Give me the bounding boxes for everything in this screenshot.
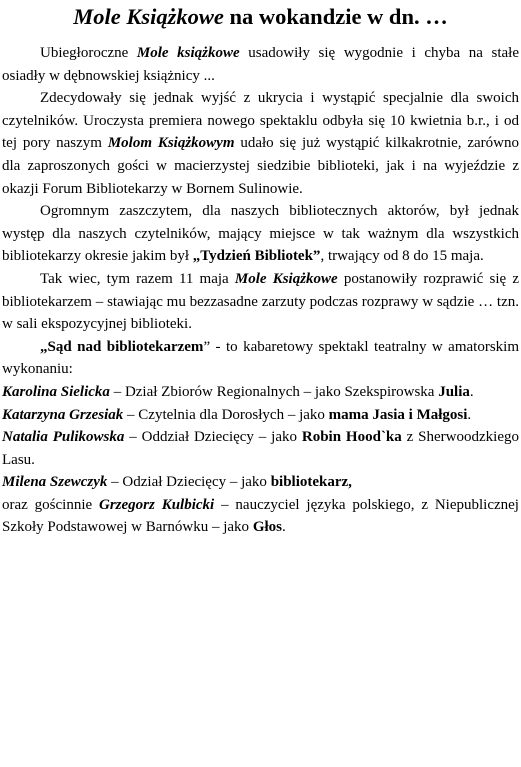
- bold-text: mama Jasia i Małgosi: [328, 406, 468, 423]
- bold-italic-name: Natalia Pulikowska: [2, 429, 125, 446]
- title-rest: na wokandzie w dn. …: [223, 4, 448, 29]
- bold-italic-name: Katarzyna Grzesiak: [2, 406, 124, 423]
- bold-italic-name: Mole Książkowe: [234, 270, 338, 287]
- text-run: z Sherwoodzkiego Lasu.: [2, 429, 519, 468]
- text-run: usadowiły się wygodnie i chyba na stałe osiadły w dębnowskiej książnicy ...: [2, 45, 520, 84]
- bold-text: Głos: [252, 519, 282, 536]
- article-title: [2, 4, 519, 30]
- text-run: Ubiegłoroczne: [40, 45, 137, 61]
- bold-italic-name: Milena Szewczyk: [2, 474, 108, 491]
- bold-text: bibliotekarz,: [270, 474, 352, 491]
- text-run: – Dział Zbiorów Regionalnych – jako Szekspirowska: [109, 383, 439, 400]
- paragraph: [2, 494, 519, 539]
- text-run: ” - to kabaretowy spektakl teatralny w amatorskim wykonaniu:: [2, 338, 519, 378]
- text-run: .: [282, 519, 286, 536]
- text-run: Ogromnym zaszczytem, dla naszych bibliotecznych aktorów, był jednak występ dla naszych czytelników, mający miejsce w tak ważnym dla wszystkich bibliotekarzy okresie jakim był: [2, 203, 519, 265]
- text-run: , trwający od 8 do 15 maja.: [320, 248, 484, 265]
- title-emphasis: Mole Książkowe: [73, 4, 224, 29]
- text-run: udało się już wystąpić kilkakrotnie, zarówno dla zaproszonych gości w macierzystej siedzibie biblioteki, jak i na wyjeździe z okazji Forum Bibliotekarzy w Bornem Sulinowie.: [2, 135, 519, 197]
- bold-text: „Tydzień Bibliotek”: [192, 248, 321, 265]
- paragraph: [2, 200, 519, 268]
- paragraph: [2, 404, 519, 427]
- bold-italic-name: Molom Książkowym: [107, 135, 235, 152]
- text-run: oraz gościnnie: [2, 496, 100, 513]
- article-body: [2, 42, 519, 539]
- paragraph: [2, 471, 519, 494]
- text-run: – Oddział Dziecięcy – jako: [124, 429, 302, 446]
- paragraph: [2, 42, 519, 87]
- text-run: – Odział Dziecięcy – jako: [107, 474, 271, 491]
- text-run: Zdecydowały się jednak wyjść z ukrycia i wystąpić specjalnie dla swoich czytelników. Uroczysta premiera nowego spektaklu odbyła się 10 kwietnia b.r., i od tej pory naszym: [2, 90, 519, 152]
- paragraph: [2, 87, 519, 200]
- text-run: postanowiły rozprawić się z bibliotekarzem – stawiając mu bezzasadne zarzuty podczas rozprawy w sądzie … tzn. w sali ekspozycyjnej biblioteki.: [2, 270, 519, 333]
- bold-italic-name: Mole książkowe: [136, 45, 240, 61]
- bold-text: „Sąd nad bibliotekarzem: [40, 338, 204, 355]
- paragraph: [2, 381, 519, 404]
- paragraph: [2, 336, 519, 381]
- bold-italic-name: Karolina Sielicka: [2, 383, 110, 400]
- text-run: Tak wiec, tym razem 11 maja: [40, 270, 235, 287]
- text-run: – nauczyciel języka polskiego, z Niepublicznej Szkoły Podstawowej w Barnówku – jako: [2, 496, 519, 536]
- paragraph: [2, 426, 519, 471]
- bold-text: Julia: [438, 383, 470, 400]
- paragraph: [2, 268, 519, 336]
- text-run: .: [469, 383, 474, 400]
- text-run: – Czytelnia dla Dorosłych – jako: [123, 406, 329, 423]
- text-run: .: [467, 406, 472, 423]
- bold-text: Robin Hood`ka: [301, 429, 402, 446]
- bold-italic-name: Grzegorz Kulbicki: [99, 496, 215, 513]
